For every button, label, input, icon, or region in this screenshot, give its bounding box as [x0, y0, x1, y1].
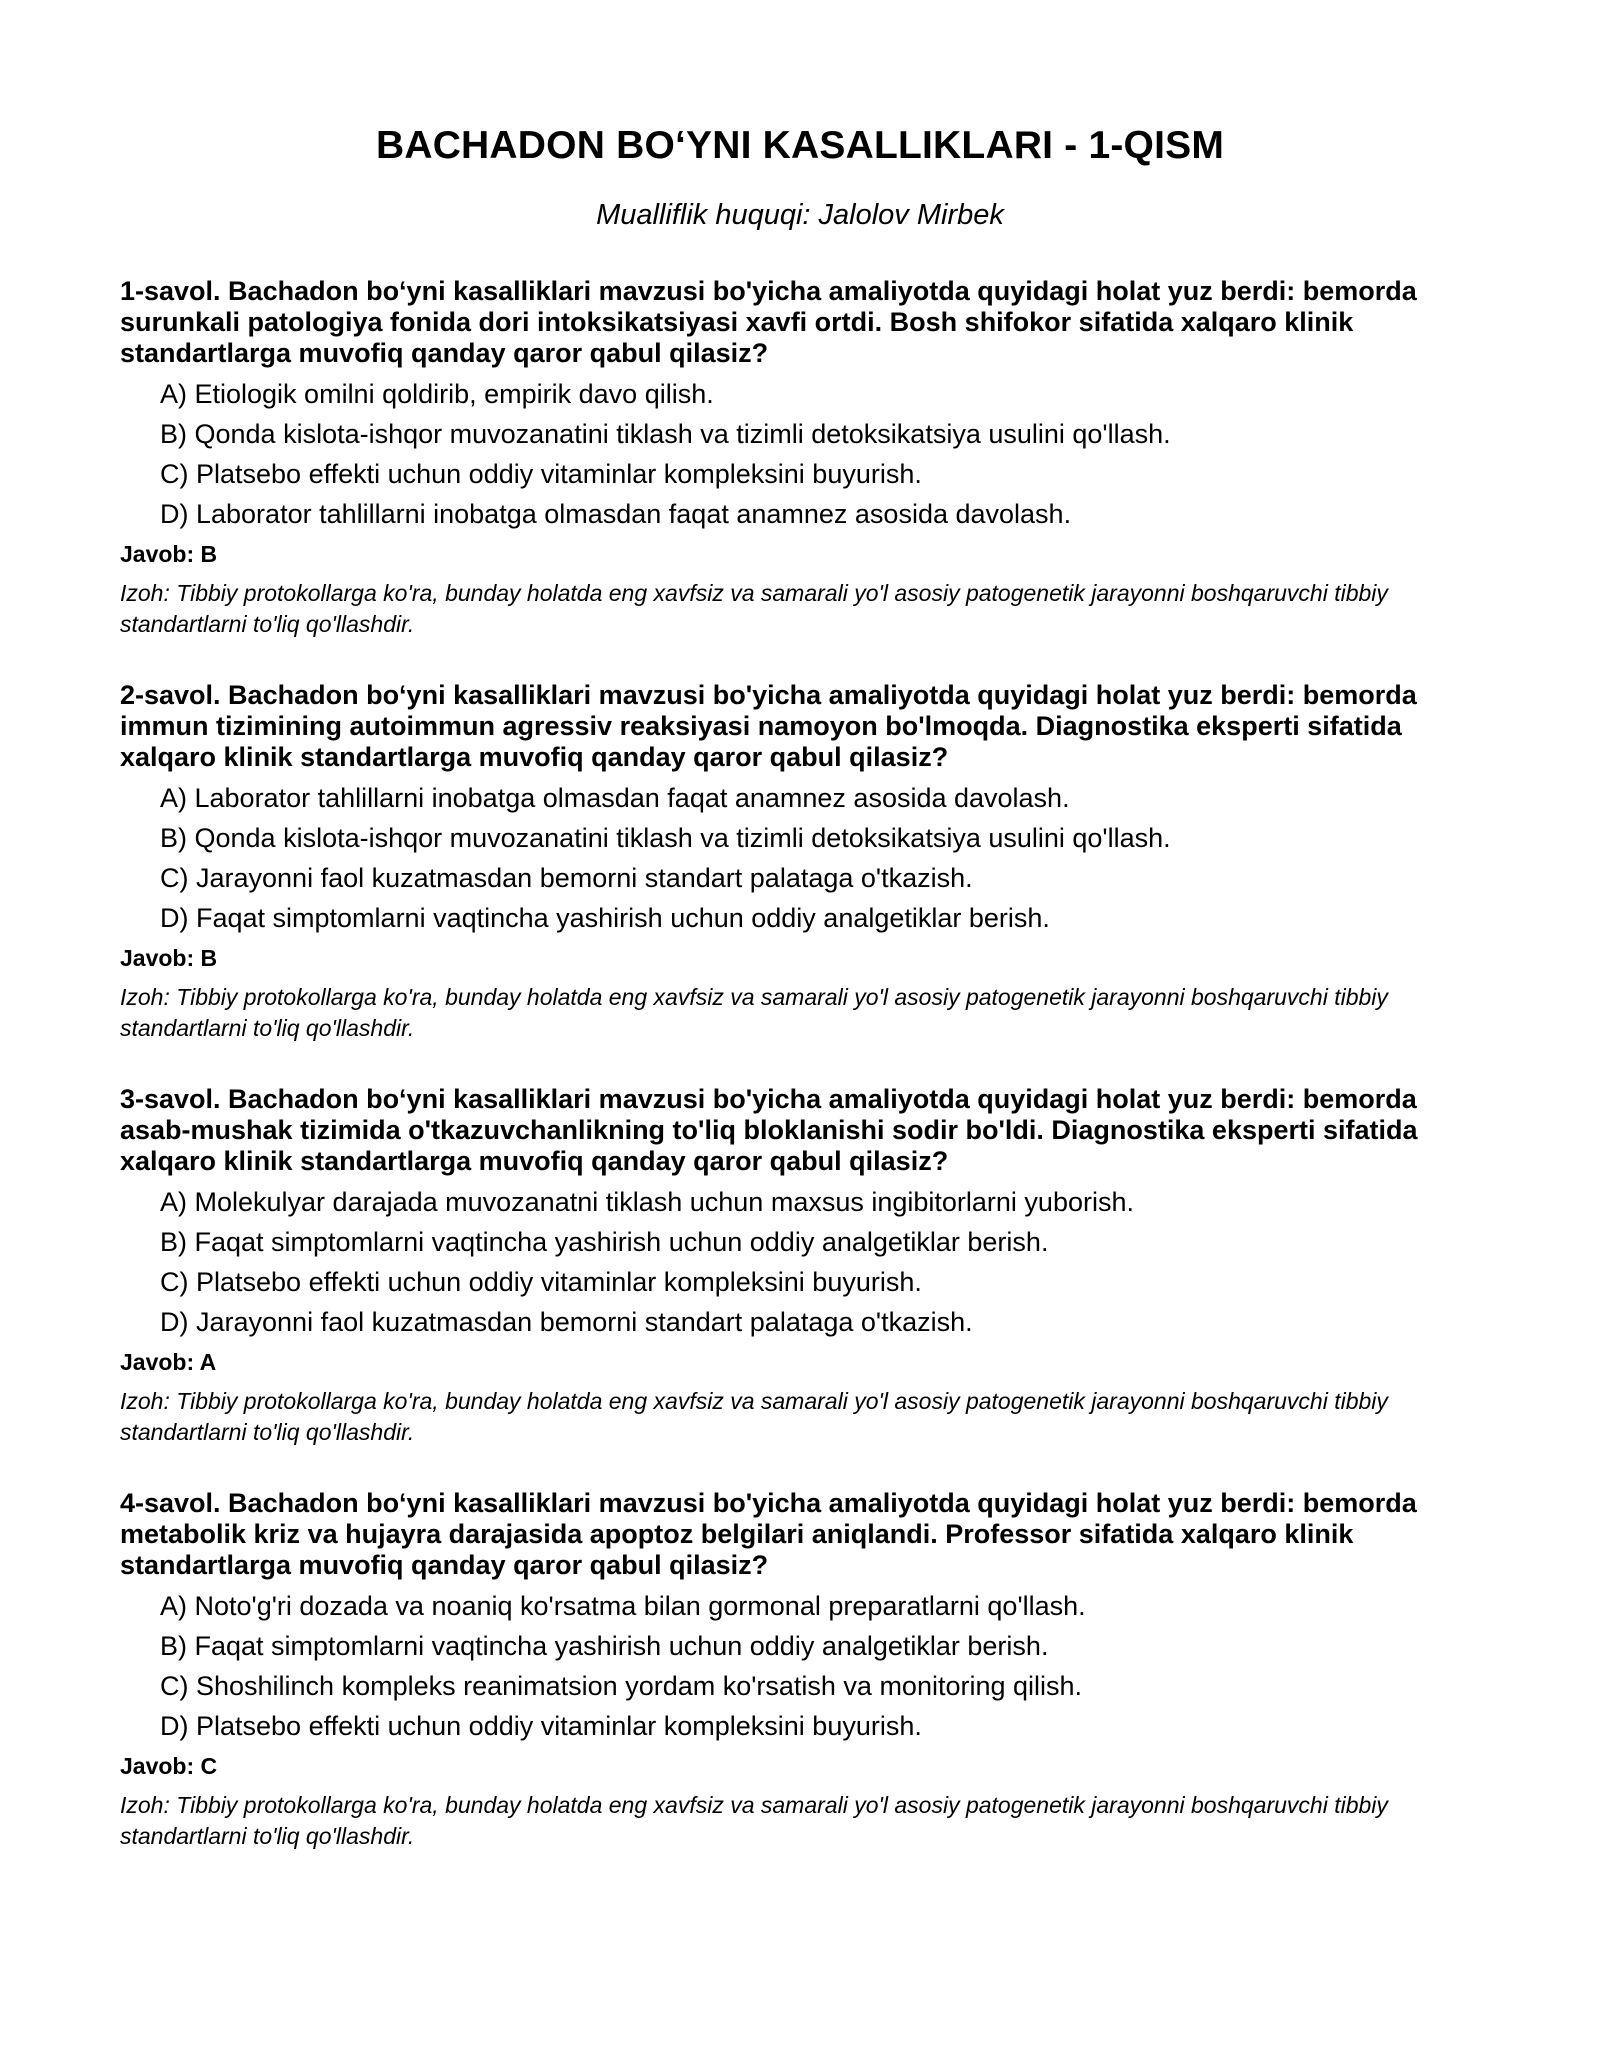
- option-list: [120, 1591, 1480, 1742]
- option-a: A) Molekulyar darajada muvozanatni tiklash uchun maxsus ingibitorlarni yuborish.: [160, 1187, 1134, 1217]
- question-text: 1-savol. Bachadon bo‘yni kasalliklari mavzusi bo'yicha amaliyotda quyidagi holat yuz berdi: bemorda surunkali patologiya fonida dori intoksikatsiyasi xavfi ortdi. Bosh shifokor sifatida xalqaro klinik standartlarga muvofiq qanday qaror qabul qilasiz?: [120, 276, 1417, 368]
- copyright-line: Mualliflik huquqi: Jalolov Mirbek: [596, 199, 1004, 231]
- option-a: A) Etiologik omilni qoldirib, empirik davo qilish.: [160, 379, 714, 409]
- option-a: A) Laborator tahlillarni inobatga olmasdan faqat anamnez asosida davolash.: [160, 783, 1070, 813]
- answer-label: Javob: A: [120, 1349, 217, 1375]
- option-a: A) Noto'g'ri dozada va noaniq ko'rsatma bilan gormonal preparatlarni qo'llash.: [160, 1591, 1086, 1621]
- option-c: C) Platsebo effekti uchun oddiy vitaminlar kompleksini buyurish.: [160, 459, 922, 489]
- answer-label: Javob: C: [120, 1753, 218, 1779]
- option-b: B) Faqat simptomlarni vaqtincha yashirish uchun oddiy analgetiklar berish.: [160, 1227, 1049, 1257]
- explanation-note: Izoh: Tibbiy protokollarga ko'ra, bunday holatda eng xavfsiz va samarali yo'l asosiy patogenetik jarayonni boshqaruvchi tibbiy standartlarni to'liq qo'llashdir.: [120, 984, 1388, 1041]
- question-text: 4-savol. Bachadon bo‘yni kasalliklari mavzusi bo'yicha amaliyotda quyidagi holat yuz berdi: bemorda metabolik kriz va hujayra darajasida apoptoz belgilari aniqlandi. Professor sifatida xalqaro klinik standartlarga muvofiq qanday qaror qabul qilasiz?: [120, 1488, 1417, 1580]
- option-d: D) Platsebo effekti uchun oddiy vitaminlar kompleksini buyurish.: [160, 1711, 922, 1741]
- option-d: D) Jarayonni faol kuzatmasdan bemorni standart palataga o'tkazish.: [160, 1307, 973, 1337]
- question-block-1: [120, 276, 1480, 640]
- option-list: [120, 1187, 1480, 1338]
- question-block-3: [120, 1084, 1480, 1448]
- question-text: 3-savol. Bachadon bo‘yni kasalliklari mavzusi bo'yicha amaliyotda quyidagi holat yuz berdi: bemorda asab-mushak tizimida o'tkazuvchanlikning to'liq bloklanishi sodir bo'ldi. Diagnostika eksperti sifatida xalqaro klinik standartlarga muvofiq qanday qaror qabul qilasiz?: [120, 1084, 1418, 1176]
- question-block-4: [120, 1488, 1480, 1852]
- option-d: D) Laborator tahlillarni inobatga olmasdan faqat anamnez asosida davolash.: [160, 499, 1072, 529]
- answer-label: Javob: B: [120, 945, 218, 971]
- option-list: [120, 379, 1480, 530]
- explanation-note: Izoh: Tibbiy protokollarga ko'ra, bunday holatda eng xavfsiz va samarali yo'l asosiy patogenetik jarayonni boshqaruvchi tibbiy standartlarni to'liq qo'llashdir.: [120, 580, 1388, 637]
- option-c: C) Jarayonni faol kuzatmasdan bemorni standart palataga o'tkazish.: [160, 863, 973, 893]
- option-list: [120, 783, 1480, 934]
- explanation-note: Izoh: Tibbiy protokollarga ko'ra, bunday holatda eng xavfsiz va samarali yo'l asosiy patogenetik jarayonni boshqaruvchi tibbiy standartlarni to'liq qo'llashdir.: [120, 1792, 1388, 1849]
- option-c: C) Platsebo effekti uchun oddiy vitaminlar kompleksini buyurish.: [160, 1267, 922, 1297]
- question-block-2: [120, 680, 1480, 1044]
- document-title: BACHADON BO‘YNI KASALLIKLARI - 1-QISM: [375, 124, 1225, 167]
- option-c: C) Shoshilinch kompleks reanimatsion yordam ko'rsatish va monitoring qilish.: [160, 1671, 1083, 1701]
- option-d: D) Faqat simptomlarni vaqtincha yashirish uchun oddiy analgetiklar berish.: [160, 903, 1050, 933]
- option-b: B) Faqat simptomlarni vaqtincha yashirish uchun oddiy analgetiklar berish.: [160, 1631, 1049, 1661]
- explanation-note: Izoh: Tibbiy protokollarga ko'ra, bunday holatda eng xavfsiz va samarali yo'l asosiy patogenetik jarayonni boshqaruvchi tibbiy standartlarni to'liq qo'llashdir.: [120, 1388, 1388, 1445]
- option-b: B) Qonda kislota-ishqor muvozanatini tiklash va tizimli detoksikatsiya usulini qo'llash.: [160, 823, 1171, 853]
- answer-label: Javob: B: [120, 541, 218, 567]
- question-text: 2-savol. Bachadon bo‘yni kasalliklari mavzusi bo'yicha amaliyotda quyidagi holat yuz berdi: bemorda immun tizimining autoimmun agressiv reaksiyasi namoyon bo'lmoqda. Diagnostika eksperti sifatida xalqaro klinik standartlarga muvofiq qanday qaror qabul qilasiz?: [120, 680, 1417, 772]
- question-list: [120, 276, 1480, 1852]
- option-b: B) Qonda kislota-ishqor muvozanatini tiklash va tizimli detoksikatsiya usulini qo'llash.: [160, 419, 1171, 449]
